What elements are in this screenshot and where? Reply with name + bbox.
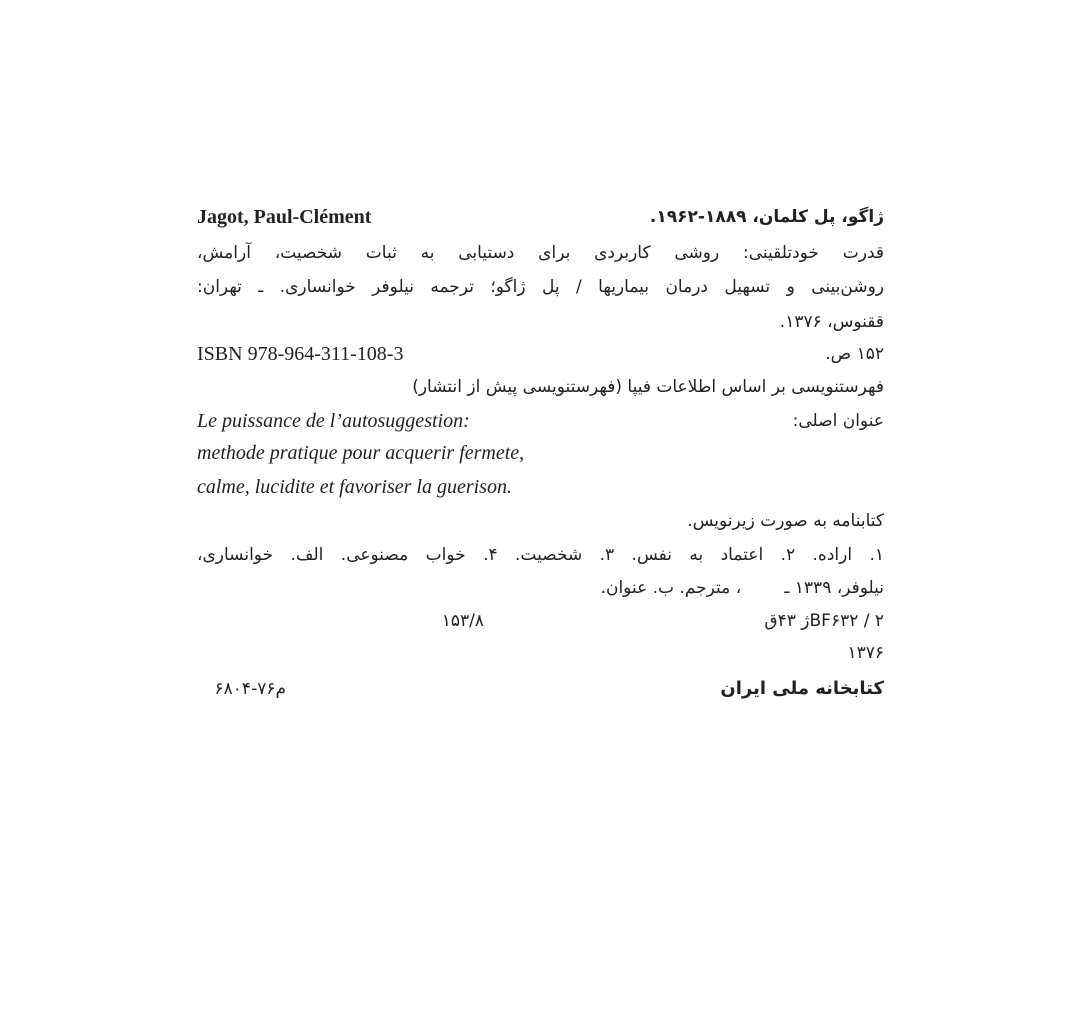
author-latin: Jagot, Paul-Clément xyxy=(197,206,372,228)
original-title-label: عنوان اصلی: xyxy=(792,411,884,431)
bibliography-note: کتابنامه به صورت زیرنویس. xyxy=(687,511,884,531)
title-line-1: قدرت خودتلقینی: روشی کاربردی برای دستیابی به ثبات شخصیت، آرامش، xyxy=(197,243,884,263)
cataloging-note: فهرستنویسی بر اساس اطلاعات فیپا (فهرستنویسی پیش از انتشار) xyxy=(412,377,884,397)
original-title-line-2: methode pratique pour acquerir fermete, xyxy=(197,442,525,464)
page-count: ۱۵۲ ص. xyxy=(825,344,884,364)
original-title-line-1: Le puissance de l’autosuggestion: xyxy=(197,410,470,432)
title-line-3: ققنوس، ۱۳۷۶. xyxy=(779,312,884,332)
original-title-line-3: calme, lucidite et favoriser la guerison. xyxy=(197,476,512,498)
library-name: کتابخانه ملی ایران xyxy=(720,678,884,699)
title-line-2: روشن‌بینی و تسهیل درمان بیماریها / پل ژاگو؛ ترجمه نیلوفر خوانساری. ـ تهران: xyxy=(197,277,884,297)
dewey-number: ۱۵۳/۸ xyxy=(441,611,484,631)
lc-call-number: BF۶۳۲ / ۲ژ ۴۳ق xyxy=(764,611,884,631)
isbn: ISBN 978-964-311-108-3 xyxy=(197,343,404,365)
author-persian: ژاگو، پل کلمان، ۱۸۸۹-۱۹۶۲. xyxy=(649,207,884,227)
call-year: ۱۳۷۶ xyxy=(847,643,884,663)
subjects-line-2: نیلوفر، ۱۳۳۹ ـ ، مترجم. ب. عنوان. xyxy=(600,578,884,598)
subjects-line-1: ۱. اراده. ۲. اعتماد به نفس. ۳. شخصیت. ۴. خواب مصنوعی. الف. خوانساری، xyxy=(197,545,884,565)
record-number: م۷۶-۶۸۰۴ xyxy=(214,679,286,699)
